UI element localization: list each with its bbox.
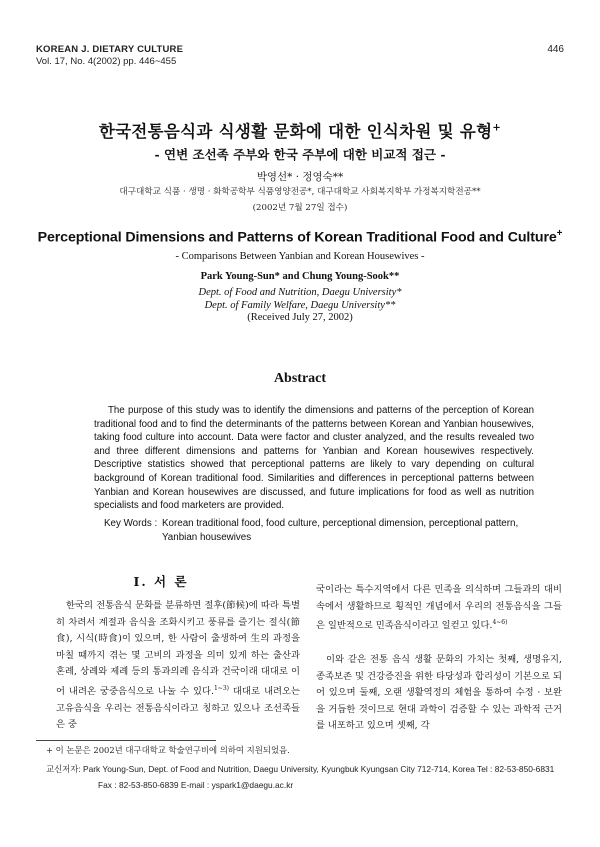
english-affiliation-1: Dept. of Food and Nutrition, Daegu University* xyxy=(198,287,402,298)
journal-name: KOREAN J. DIETARY CULTURE xyxy=(36,44,184,55)
journal-header xyxy=(36,44,183,68)
english-subtitle: - Comparisons Between Yanbian and Korean Housewives - xyxy=(175,251,425,262)
korean-title-text: 한국전통음식과 식생활 문화에 대한 인식차원 및 유형 xyxy=(98,122,493,141)
section-heading-introduction: I. 서 론 xyxy=(133,574,189,589)
intro-right-citation: 4~6) xyxy=(492,619,508,627)
keywords-text: Korean traditional food, food culture, perceptional dimension, perceptional pattern, Yanbian housewives xyxy=(162,518,519,543)
abstract-body: The purpose of this study was to identify the dimensions and patterns of the perception of Korean traditional food and to find the determinants of the patterns between Korean and Yanbian housewives, taking food culture into account. Data were factor and cluster analyzed, and the results revealed two and three different dimensions and patterns for Yanbian and Korean housewives respectively. Descriptive statistics showed that perceptional patterns are likely to vary depending on cultural background of Korean traditional food. Similarities and differences in perceptional patterns between Yanbian and Korean housewives are discussed, and future implications for food as well as nutrition specialists and food marketers are provided. xyxy=(94,405,534,512)
english-received-date: (Received July 27, 2002) xyxy=(247,312,353,323)
footnote-corresponding-author: 교신저자: Park Young-Sun, Dept. of Food and Nutrition, Daegu University, Kyungbuk Kyungsan City 712-714, Korea Tel : 82-53-850-6831 xyxy=(46,764,555,774)
korean-received-date: (2002년 7월 27일 접수) xyxy=(252,203,348,213)
english-affiliation-2: Dept. of Family Welfare, Daegu University** xyxy=(204,300,396,311)
page-number: 446 xyxy=(547,44,564,55)
korean-authors: 박영선* · 정영숙** xyxy=(256,171,344,183)
footnote-divider xyxy=(36,740,216,741)
abstract-heading: Abstract xyxy=(273,371,327,386)
english-title xyxy=(0,228,600,246)
footnote-funding: + 이 논문은 2002년 대구대학교 학술연구비에 의하여 지원되었음. xyxy=(46,745,290,755)
intro-right-text-1: 국이라는 특수지역에서 다른 민족을 의식하며 그들과의 대비 속에서 생활하므로 횡적인 개념에서 우리의 전통음식을 그들은 일반적으로 민족음식이라고 일컫고 있다. xyxy=(316,584,562,632)
korean-title-mark: + xyxy=(492,122,502,134)
korean-title xyxy=(0,118,600,142)
english-title-mark: + xyxy=(556,228,563,239)
english-affiliations xyxy=(0,286,600,312)
intro-left-column xyxy=(56,598,300,734)
keywords-label: Key Words : xyxy=(104,518,158,529)
intro-left-text-2: 대대로 내려오는 고유음식을 우리는 전통음식이라고 칭하고 있으나 조선족들은 중 xyxy=(56,686,300,731)
korean-affiliation: 대구대학교 식품 · 생명 · 화학공학부 식품영양전공*, 대구대학교 사회복지학부 가정복지학전공** xyxy=(119,187,481,197)
korean-subtitle: - 연변 조선족 주부와 한국 주부에 대한 비교적 접근 - xyxy=(154,147,446,162)
footnote-contact: Fax : 82-53-850-6839 E-mail : yspark1@daegu.ac.kr xyxy=(98,780,294,790)
english-authors: Park Young-Sun* and Chung Young-Sook** xyxy=(200,271,400,282)
footnote-correspondence xyxy=(46,761,576,793)
volume-info: Vol. 17, No. 4(2002) pp. 446~455 xyxy=(36,56,177,67)
english-title-text: Perceptional Dimensions and Patterns of Korean Traditional Food and Culture xyxy=(37,229,557,246)
intro-right-continuation xyxy=(316,582,562,635)
intro-left-citation: 1~3) xyxy=(213,684,229,692)
intro-right-paragraph: 이와 같은 전통 음식 생활 문화의 가치는 첫째, 생명유지, 종족보존 및 건강증진을 위한 타당성과 합리성이 기본으로 되어 있으며 둘째, 오랜 생활역정의 체험을 통하여 수정 · 보완을 거듭한 것이므로 현대 과학이 검증할 수 있는 과학적 근거를 내포하고 있으며 셋째, 각 xyxy=(316,654,562,732)
intro-left-text-1: 한국의 전통음식 문화를 분류하면 절후(節候)에 따라 특별히 차려서 계절과 음식을 조화시키고 풍류를 즐기는 절식(節食), 시식(時食)이 있으며, 한 사람이 출생하여 生의 과정을 마칠 때까지 겪는 몇 고비의 과정을 의미 있게 하는 출산과 혼례, 상례와 제례 등의 통과의례 음식과 건국이래 대대로 이어 내려온 궁중음식으로 나눌 수 있다. xyxy=(56,600,300,698)
